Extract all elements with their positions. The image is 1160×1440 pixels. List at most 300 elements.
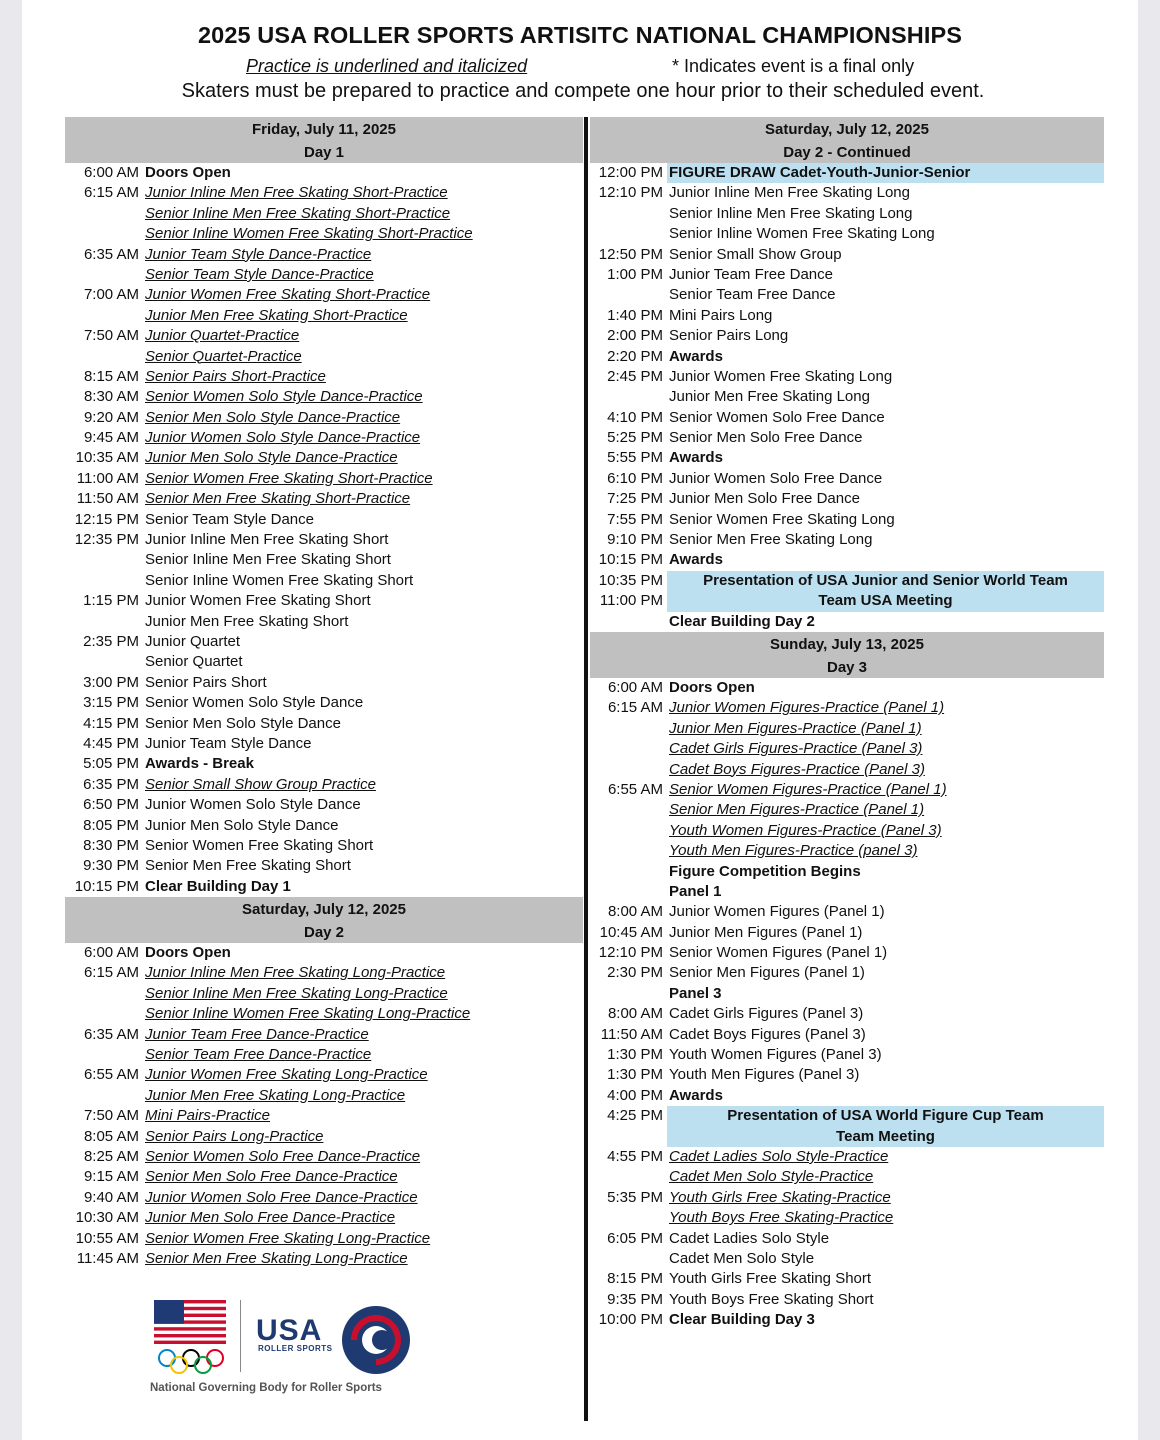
practice-event-name: Youth Women Figures-Practice (Panel 3) [669, 821, 942, 839]
schedule-row [65, 877, 583, 897]
schedule-row [65, 306, 583, 326]
event-time: 2:45 PM [607, 367, 663, 385]
event-name: Doors Open [669, 679, 755, 696]
block-times [607, 1106, 663, 1126]
event-time: 3:00 PM [83, 673, 139, 691]
event-time: 10:15 PM [598, 551, 663, 569]
practice-event-name: Cadet Girls Figures-Practice (Panel 3) [669, 740, 923, 758]
event-time: 7:50 AM [83, 1107, 139, 1125]
event-time: 9:10 PM [607, 531, 663, 549]
practice-event-name: Mini Pairs-Practice [145, 1107, 271, 1125]
event-name: Senior Women Free Skating Long [669, 510, 895, 528]
event-name: Panel 1 [669, 882, 722, 900]
event-time: 6:10 PM [607, 469, 663, 487]
event-time: 10:55 AM [75, 1229, 139, 1247]
practice-event-name: Junior Men Free Skating Short-Practice [145, 306, 408, 324]
event-name: Cadet Girls Figures (Panel 3) [669, 1005, 864, 1023]
practice-event-name: Cadet Boys Figures-Practice (Panel 3) [669, 760, 925, 778]
schedule-row [65, 408, 583, 428]
schedule-row [65, 673, 583, 693]
practice-event-name: Senior Men Free Skating Short-Practice [145, 490, 411, 508]
event-name: Senior Women Solo Free Dance [669, 408, 885, 426]
day-label: Day 1 [303, 144, 345, 161]
schedule-row [590, 489, 1104, 509]
schedule-row [590, 821, 1104, 841]
schedule-row [65, 448, 583, 468]
event-name: Cadet Ladies Solo Style [669, 1229, 830, 1247]
event-time: 4:25 PM [607, 1107, 663, 1125]
schedule-row [65, 1086, 583, 1106]
schedule-row [590, 902, 1104, 922]
schedule-row [65, 347, 583, 367]
schedule-row [590, 408, 1104, 428]
event-time: 6:00 AM [607, 679, 663, 696]
schedule-row [65, 714, 583, 734]
practice-event-name: Junior Men Solo Free Dance-Practice [145, 1209, 396, 1227]
event-name: Junior Men Figures (Panel 1) [669, 923, 863, 941]
practice-event-name: Senior Men Free Skating Long-Practice [145, 1249, 408, 1267]
schedule-row [590, 510, 1104, 530]
schedule-row [65, 591, 583, 611]
schedule-row [65, 1167, 583, 1187]
event-name: Senior Team Free Dance [669, 286, 836, 304]
event-name: Junior Team Free Dance [669, 265, 833, 283]
event-name: Junior Inline Men Free Skating Short [145, 531, 389, 549]
schedule-row [65, 387, 583, 407]
event-time: 7:55 PM [607, 510, 663, 528]
event-name: Doors Open [145, 164, 231, 181]
us-flag-icon [154, 1300, 226, 1344]
event-name: Awards [669, 347, 723, 365]
event-time: 1:30 PM [607, 1046, 663, 1064]
event-time: 8:30 PM [83, 836, 139, 854]
event-time: 12:10 PM [598, 944, 663, 962]
event-name: Youth Men Figures (Panel 3) [669, 1066, 860, 1084]
final-legend: * Indicates event is a final only [672, 56, 915, 76]
day-date: Sunday, July 13, 2025 [770, 636, 924, 653]
event-name: Senior Women Solo Style Dance [145, 694, 364, 712]
schedule-row [590, 530, 1104, 550]
schedule-row [590, 739, 1104, 759]
event-name: Senior Men Solo Free Dance [669, 429, 863, 447]
practice-event-name: Senior Women Figures-Practice (Panel 1) [669, 780, 947, 798]
schedule-row [65, 510, 583, 530]
schedule-row [590, 1310, 1104, 1330]
event-time: 9:15 AM [83, 1168, 139, 1186]
event-time: 8:05 PM [83, 816, 139, 834]
event-time: 6:35 PM [83, 775, 139, 793]
schedule-row [590, 862, 1104, 882]
schedule-row [65, 550, 583, 570]
schedule-row [590, 882, 1104, 902]
practice-event-name: Cadet Ladies Solo Style-Practice [669, 1148, 889, 1165]
event-name: Clear Building Day 1 [145, 877, 291, 895]
highlight-block-row [590, 1106, 1104, 1147]
schedule-row [590, 923, 1104, 943]
practice-event-name: Senior Men Figures-Practice (Panel 1) [669, 801, 925, 819]
event-time: 5:05 PM [83, 755, 139, 773]
event-time: 11:00 AM [76, 469, 139, 487]
event-name: Senior Inline Men Free Skating Short [145, 551, 391, 569]
schedule-row [590, 347, 1104, 367]
schedule-row [65, 632, 583, 652]
event-name: Junior Men Solo Style Dance [145, 816, 339, 834]
event-time: 6:00 AM [83, 944, 139, 962]
event-name: Senior Men Free Skating Long [669, 531, 873, 549]
schedule-row [590, 245, 1104, 265]
practice-event-name: Junior Women Free Skating Long-Practice [145, 1066, 428, 1084]
logo-separator [240, 1300, 241, 1372]
event-time: 1:40 PM [607, 306, 663, 324]
day2-continued-schedule [590, 163, 1104, 571]
event-name: Panel 3 [669, 984, 722, 1002]
event-time: 6:50 PM [83, 796, 139, 814]
schedule-row [65, 836, 583, 856]
schedule-row [590, 1249, 1104, 1269]
event-time: 2:35 PM [83, 632, 139, 650]
event-name: Junior Inline Men Free Skating Long [669, 184, 910, 202]
event-time: 12:35 PM [74, 531, 139, 549]
schedule-row [590, 760, 1104, 780]
event-name: Doors Open [145, 944, 231, 962]
schedule-row [590, 469, 1104, 489]
event-time: 2:20 PM [607, 347, 663, 365]
day-label: Day 2 - Continued [783, 144, 911, 161]
practice-event-name: Cadet Men Solo Style-Practice [669, 1168, 874, 1186]
column-divider [584, 117, 588, 1421]
schedule-row [65, 1208, 583, 1228]
event-time: 1:00 PM [607, 265, 663, 283]
event-name: Junior Women Solo Free Dance [669, 469, 883, 487]
schedule-row [65, 428, 583, 448]
schedule-row [65, 163, 583, 183]
schedule-row [590, 224, 1104, 244]
practice-event-name: Senior Inline Men Free Skating Short-Practice [145, 204, 451, 222]
schedule-row [65, 489, 583, 509]
event-time: 9:45 AM [83, 429, 139, 447]
schedule-row [590, 1086, 1104, 1106]
event-time: 6:35 AM [83, 245, 139, 263]
practice-event-name: Senior Women Free Skating Long-Practice [145, 1229, 431, 1247]
schedule-row [65, 1188, 583, 1208]
event-time: 8:15 PM [607, 1270, 663, 1288]
logo-usa-text: USA [256, 1314, 323, 1347]
event-time: 12:00 PM [598, 164, 663, 181]
schedule-row [590, 698, 1104, 718]
event-time: 6:15 AM [83, 964, 139, 982]
practice-event-name: Junior Men Figures-Practice (Panel 1) [669, 719, 922, 737]
event-name: Youth Boys Free Skating Short [669, 1290, 874, 1308]
event-time: 8:30 AM [83, 388, 139, 406]
day1-schedule [65, 163, 583, 897]
schedule-row [590, 367, 1104, 387]
event-name: Awards [669, 551, 723, 569]
event-name: Senior Inline Women Free Skating Long [669, 225, 935, 243]
practice-event-name: Junior Men Solo Style Dance-Practice [145, 449, 398, 467]
practice-event-name: Senior Women Solo Style Dance-Practice [145, 388, 423, 406]
schedule-row [65, 1229, 583, 1249]
practice-event-name: Senior Men Solo Style Dance-Practice [145, 408, 401, 426]
event-name: Junior Team Style Dance [145, 734, 312, 752]
event-time: 9:35 PM [607, 1290, 663, 1308]
event-name: Mini Pairs Long [669, 306, 773, 324]
schedule-row [65, 1147, 583, 1167]
event-time: 1:15 PM [83, 592, 139, 610]
event-name: Senior Pairs Short [145, 673, 267, 691]
event-name: Clear Building Day 2 [669, 612, 815, 630]
event-name: Awards - Break [145, 755, 254, 773]
schedule-row [590, 719, 1104, 739]
schedule-row [590, 780, 1104, 800]
schedule-row [65, 1045, 583, 1065]
schedule-row [65, 734, 583, 754]
schedule-row [590, 428, 1104, 448]
event-time: 6:00 AM [83, 164, 139, 181]
event-time: 5:55 PM [607, 449, 663, 467]
event-time: 10:15 PM [74, 877, 139, 895]
practice-event-name: Youth Girls Free Skating-Practice [669, 1188, 891, 1206]
event-name: Senior Pairs Long [669, 327, 789, 345]
schedule-row [590, 800, 1104, 820]
schedule-row [65, 1127, 583, 1147]
block-times [599, 571, 663, 612]
schedule-row [590, 612, 1104, 632]
highlight-block-row [590, 571, 1104, 612]
day-header-friday [65, 117, 583, 163]
practice-event-name: Junior Women Solo Free Dance-Practice [145, 1188, 418, 1206]
schedule-row [590, 1004, 1104, 1024]
event-time: 6:15 AM [83, 184, 139, 202]
event-time: 9:20 AM [83, 408, 139, 426]
event-name: Clear Building Day 3 [669, 1311, 815, 1329]
practice-event-name: Senior Inline Men Free Skating Long-Practice [145, 984, 448, 1002]
event-time: 12:50 PM [598, 245, 663, 263]
block-line: Presentation of USA Junior and Senior World Team [703, 571, 1068, 589]
event-time: 1:30 PM [607, 1066, 663, 1084]
right-column [590, 117, 1104, 1331]
schedule-row [65, 245, 583, 265]
schedule-row [590, 1147, 1104, 1167]
schedule-row [65, 1106, 583, 1126]
practice-event-name: Junior Team Style Dance-Practice [145, 245, 372, 263]
schedule-row [65, 1025, 583, 1045]
schedule-row [590, 306, 1104, 326]
event-name: Senior Small Show Group [669, 245, 842, 263]
event-name: Awards [669, 1086, 723, 1104]
schedule-row [65, 816, 583, 836]
schedule-row [65, 224, 583, 244]
highlighted-schedule-row [590, 163, 1104, 183]
schedule-row [590, 1208, 1104, 1228]
schedule-row [65, 204, 583, 224]
day3-schedule [590, 678, 1104, 1106]
schedule-row [590, 1269, 1104, 1289]
event-time: 4:15 PM [83, 714, 139, 732]
schedule-row [590, 1188, 1104, 1208]
event-name: Senior Team Style Dance [145, 510, 314, 528]
practice-event-name: Senior Inline Women Free Skating Short-Practice [145, 225, 473, 243]
left-column [65, 117, 583, 1269]
schedule-row [590, 204, 1104, 224]
practice-event-name: Junior Inline Men Free Skating Long-Practice [145, 964, 446, 982]
event-name: Youth Women Figures (Panel 3) [669, 1046, 882, 1064]
event-name: Senior Quartet [145, 653, 243, 671]
schedule-row [65, 856, 583, 876]
schedule-row [65, 469, 583, 489]
block-line: Presentation of USA World Figure Cup Team [727, 1107, 1044, 1125]
day-header-saturday [65, 897, 583, 943]
practice-event-name: Senior Quartet-Practice [145, 347, 302, 365]
event-time: 7:50 AM [83, 327, 139, 345]
schedule-row [590, 448, 1104, 468]
roller-wheel-icon [340, 1304, 412, 1376]
schedule-row [590, 943, 1104, 963]
event-time: 10:30 AM [75, 1209, 139, 1227]
event-time: 11:50 AM [76, 490, 139, 508]
event-time: 11:00 PM [599, 592, 663, 610]
practice-event-name: Youth Boys Free Skating-Practice [669, 1209, 894, 1227]
event-time: 4:55 PM [607, 1148, 663, 1165]
practice-event-name: Junior Women Solo Style Dance-Practice [145, 429, 421, 447]
schedule-row [65, 775, 583, 795]
block-line: Team USA Meeting [818, 592, 953, 610]
day3-evening-schedule [590, 1147, 1104, 1331]
schedule-row [65, 571, 583, 591]
schedule-row [590, 326, 1104, 346]
event-time: 11:50 AM [600, 1025, 663, 1043]
event-time: 10:00 PM [598, 1311, 663, 1329]
day-header-saturday-continued [590, 117, 1104, 163]
event-name: Junior Men Free Skating Short [145, 612, 349, 630]
event-name: Senior Men Solo Style Dance [145, 714, 341, 732]
day-date: Saturday, July 12, 2025 [242, 901, 406, 919]
notice-text: Skaters must be prepared to practice and compete one hour prior to their scheduled event. [181, 80, 985, 102]
event-name: Junior Women Free Skating Long [669, 367, 893, 385]
logo-tagline: National Governing Body for Roller Sports [150, 1382, 382, 1394]
schedule-row [590, 1229, 1104, 1249]
event-time: 6:05 PM [607, 1229, 663, 1247]
practice-event-name: Senior Women Solo Free Dance-Practice [145, 1147, 421, 1165]
schedule-row [65, 1065, 583, 1085]
schedule-row [590, 1045, 1104, 1065]
practice-event-name: Junior Team Free Dance-Practice [145, 1025, 369, 1043]
event-name: Cadet Men Solo Style [669, 1249, 815, 1267]
practice-legend: Practice is underlined and italicized [246, 56, 528, 76]
schedule-row [590, 984, 1104, 1004]
event-time: 5:35 PM [607, 1188, 663, 1206]
practice-event-name: Senior Team Style Dance-Practice [145, 265, 374, 283]
schedule-row [65, 183, 583, 203]
schedule-row [590, 285, 1104, 305]
event-name: Senior Inline Men Free Skating Long [669, 204, 913, 222]
schedule-row [590, 550, 1104, 570]
schedule-row [590, 1025, 1104, 1045]
event-name: Youth Girls Free Skating Short [669, 1270, 872, 1288]
schedule-row [65, 984, 583, 1004]
event-name: Junior Women Figures (Panel 1) [669, 903, 885, 921]
event-name: Junior Men Free Skating Long [669, 388, 870, 406]
schedule-row [590, 387, 1104, 407]
event-time: 5:25 PM [607, 429, 663, 447]
practice-event-name: Junior Inline Men Free Skating Short-Practice [145, 184, 448, 202]
event-name: Junior Women Free Skating Short [145, 592, 371, 610]
event-time: 3:15 PM [83, 694, 139, 712]
event-name: Junior Women Solo Style Dance [145, 796, 361, 814]
practice-event-name: Senior Team Free Dance-Practice [145, 1046, 372, 1064]
day-date: Friday, July 11, 2025 [252, 121, 396, 138]
figure-cup-presentation-block [667, 1106, 1104, 1147]
event-time: 4:45 PM [83, 734, 139, 752]
event-name: Cadet Boys Figures (Panel 3) [669, 1025, 866, 1043]
schedule-row [65, 1004, 583, 1024]
usa-roller-sports-logo [150, 1300, 430, 1400]
schedule-row [590, 1167, 1104, 1187]
schedule-row [590, 841, 1104, 861]
schedule-row [65, 795, 583, 815]
schedule-row [65, 652, 583, 672]
practice-event-name: Junior Men Free Skating Long-Practice [145, 1086, 406, 1104]
event-time: 11:45 AM [76, 1249, 139, 1267]
practice-event-name: Senior Men Solo Free Dance-Practice [145, 1168, 398, 1186]
event-name: Senior Men Free Skating Short [145, 857, 351, 875]
schedule-row [590, 1290, 1104, 1310]
event-name: Awards [669, 449, 723, 467]
event-time: 8:00 AM [607, 903, 663, 921]
event-time: 12:10 PM [598, 184, 663, 202]
day-header-sunday [590, 632, 1104, 678]
world-team-presentation-block [667, 571, 1104, 612]
practice-event-name: Senior Pairs Long-Practice [145, 1127, 324, 1145]
schedule-row [590, 1065, 1104, 1085]
schedule-row [65, 963, 583, 983]
schedule-row [65, 367, 583, 387]
day2-schedule [65, 943, 583, 1269]
event-time: 7:25 PM [607, 490, 663, 508]
event-time: 10:35 PM [598, 571, 663, 589]
event-time: 10:35 AM [75, 449, 139, 467]
event-time: 8:05 AM [83, 1127, 139, 1145]
event-name: Senior Women Figures (Panel 1) [669, 944, 888, 962]
practice-event-name: Senior Small Show Group Practice [145, 775, 376, 793]
schedule-row [590, 183, 1104, 203]
practice-event-name: Junior Women Figures-Practice (Panel 1) [669, 699, 945, 717]
day-label: Day 3 [826, 659, 868, 676]
logo-roller-sports-text: ROLLER SPORTS [258, 1344, 333, 1353]
event-time: 9:40 AM [83, 1188, 139, 1206]
day-date: Saturday, July 12, 2025 [765, 121, 929, 138]
event-name: FIGURE DRAW Cadet-Youth-Junior-Senior [667, 163, 1104, 183]
event-time: 4:10 PM [607, 408, 663, 426]
schedule-row [65, 1249, 583, 1269]
schedule-row [590, 678, 1104, 698]
schedule-row [65, 754, 583, 774]
event-time: 6:55 AM [83, 1066, 139, 1084]
event-time: 6:55 AM [607, 780, 663, 798]
practice-event-name: Senior Pairs Short-Practice [145, 367, 326, 385]
schedule-row [65, 265, 583, 285]
day-label: Day 2 [303, 924, 345, 942]
event-name: Figure Competition Begins [669, 862, 861, 880]
event-name: Senior Men Figures (Panel 1) [669, 964, 865, 982]
practice-event-name: Junior Quartet-Practice [145, 327, 300, 345]
schedule-row [65, 530, 583, 550]
event-time: 8:00 AM [607, 1005, 663, 1023]
page-title: 2025 USA ROLLER SPORTS ARTISITC NATIONAL CHAMPIONSHIPS [197, 22, 962, 48]
event-name: Senior Women Free Skating Short [145, 836, 374, 854]
event-name: Junior Quartet [145, 632, 241, 650]
practice-event-name: Junior Women Free Skating Short-Practice [145, 286, 431, 304]
event-time: 6:15 AM [607, 699, 663, 717]
